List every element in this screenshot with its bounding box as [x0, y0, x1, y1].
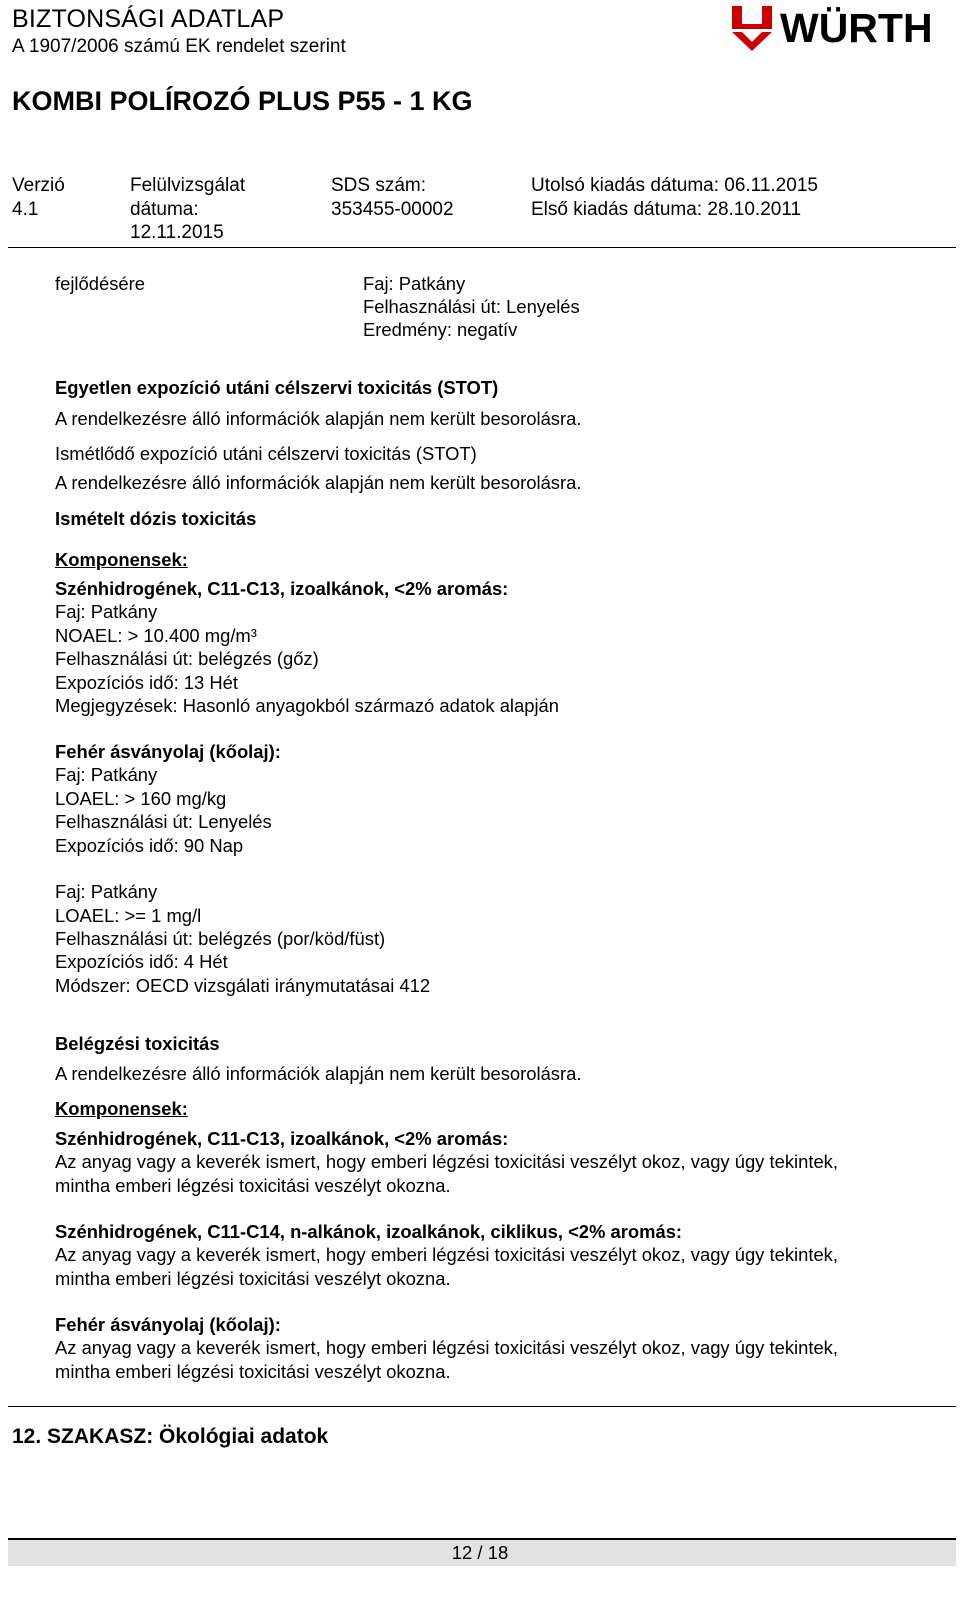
repeated-dose-heading: Ismételt dózis toxicitás — [55, 508, 257, 529]
last-issue-date: Utolsó kiadás dátuma: 06.11.2015 — [531, 175, 818, 196]
stot-repeated-heading: Ismétlődő expozíció utáni célszervi toxicitás (STOT) — [55, 443, 477, 464]
dev-tox-species: Faj: Patkány — [363, 273, 466, 294]
section-12-title: 12. SZAKASZ: Ökológiai adatok — [12, 1425, 329, 1448]
component-2a-route: Felhasználási út: Lenyelés — [55, 811, 272, 832]
sds-label: SDS szám: — [331, 175, 427, 196]
aspiration-component-1-line-1: Az anyag vagy a keverék ismert, hogy emberi légzési toxicitási veszélyt okoz, vagy úgy tekintek, — [55, 1151, 838, 1172]
aspiration-component-2-name: Szénhidrogének, C11-C14, n-alkánok, izoalkánok, ciklikus, <2% aromás: — [55, 1221, 683, 1242]
version-value: 4.1 — [12, 198, 39, 220]
components-label: Komponensek: — [55, 549, 188, 570]
aspiration-component-2-line-1: Az anyag vagy a keverék ismert, hogy emberi légzési toxicitási veszélyt okoz, vagy úgy tekintek, — [55, 1244, 838, 1265]
product-name: KOMBI POLÍROZÓ PLUS P55 - 1 KG — [12, 86, 473, 116]
meta-review — [130, 174, 245, 245]
component-2a-exposure: Expozíciós idő: 90 Nap — [55, 835, 244, 856]
component-2b-exposure: Expozíciós idő: 4 Hét — [55, 951, 228, 972]
dev-tox-route: Felhasználási út: Lenyelés — [363, 296, 580, 317]
aspiration-component-1-name: Szénhidrogének, C11-C13, izoalkánok, <2% aromás: — [55, 1128, 509, 1149]
component-1-noael: NOAEL: > 10.400 mg/m³ — [55, 625, 257, 646]
component-1-route: Felhasználási út: belégzés (gőz) — [55, 648, 319, 669]
header-divider — [8, 247, 956, 248]
document-title: BIZTONSÁGI ADATLAP — [12, 5, 285, 33]
sds-number: 353455-00002 — [331, 198, 454, 220]
section-divider — [8, 1406, 956, 1407]
wurth-logo — [732, 2, 958, 54]
stot-single-text: A rendelkezésre álló információk alapján nem került besorolásra. — [55, 408, 582, 429]
component-2b-method: Módszer: OECD vizsgálati iránymutatásai 412 — [55, 975, 431, 996]
aspiration-components-label: Komponensek: — [55, 1098, 188, 1119]
component-1-name: Szénhidrogének, C11-C13, izoalkánok, <2% aromás: — [55, 578, 509, 599]
review-label: Felülvizsgálat — [130, 175, 246, 196]
review-label-2: dátuma: — [130, 198, 199, 220]
component-2b-route: Felhasználási út: belégzés (por/köd/füst) — [55, 928, 386, 949]
aspiration-heading: Belégzési toxicitás — [55, 1033, 220, 1054]
meta-version — [12, 174, 65, 221]
stot-repeated-text: A rendelkezésre álló információk alapján nem került besorolásra. — [55, 472, 582, 493]
dev-tox-result: Eredmény: negatív — [363, 319, 518, 340]
review-date: 12.11.2015 — [130, 222, 224, 243]
component-2a-loael: LOAEL: > 160 mg/kg — [55, 788, 227, 809]
aspiration-component-1-line-2: mintha emberi légzési toxicitási veszélyt okozna. — [55, 1175, 451, 1196]
aspiration-component-3-line-2: mintha emberi légzési toxicitási veszélyt okozna. — [55, 1361, 451, 1382]
component-1-species: Faj: Patkány — [55, 601, 158, 622]
component-2a-species: Faj: Patkány — [55, 764, 158, 785]
component-1-remarks: Megjegyzések: Hasonló anyagokból származó adatok alapján — [55, 695, 560, 716]
aspiration-component-3-name: Fehér ásványolaj (kőolaj): — [55, 1314, 281, 1335]
component-2-name: Fehér ásványolaj (kőolaj): — [55, 741, 281, 762]
aspiration-component-3-line-1: Az anyag vagy a keverék ismert, hogy emberi légzési toxicitási veszélyt okoz, vagy úgy tekintek, — [55, 1337, 838, 1358]
dev-tox-label: fejlődésére — [55, 273, 145, 294]
component-2b-loael: LOAEL: >= 1 mg/l — [55, 905, 202, 926]
stot-single-heading: Egyetlen expozíció utáni célszervi toxicitás (STOT) — [55, 377, 499, 398]
aspiration-component-2-line-2: mintha emberi légzési toxicitási veszélyt okozna. — [55, 1268, 451, 1289]
component-2b-species: Faj: Patkány — [55, 881, 158, 902]
component-1-exposure: Expozíciós idő: 13 Hét — [55, 672, 238, 693]
first-issue-date: Első kiadás dátuma: 28.10.2011 — [531, 198, 802, 220]
meta-issue-dates — [531, 174, 818, 221]
aspiration-text: A rendelkezésre álló információk alapján nem került besorolásra. — [55, 1063, 582, 1084]
brand-wordmark: WÜRTH — [780, 5, 933, 51]
meta-sds — [331, 174, 454, 221]
regulation-subtitle: A 1907/2006 számú EK rendelet szerint — [12, 36, 346, 57]
page-number: 12 / 18 — [451, 1542, 509, 1563]
wurth-logo-mark-icon — [732, 6, 772, 51]
version-label: Verzió — [12, 175, 65, 196]
